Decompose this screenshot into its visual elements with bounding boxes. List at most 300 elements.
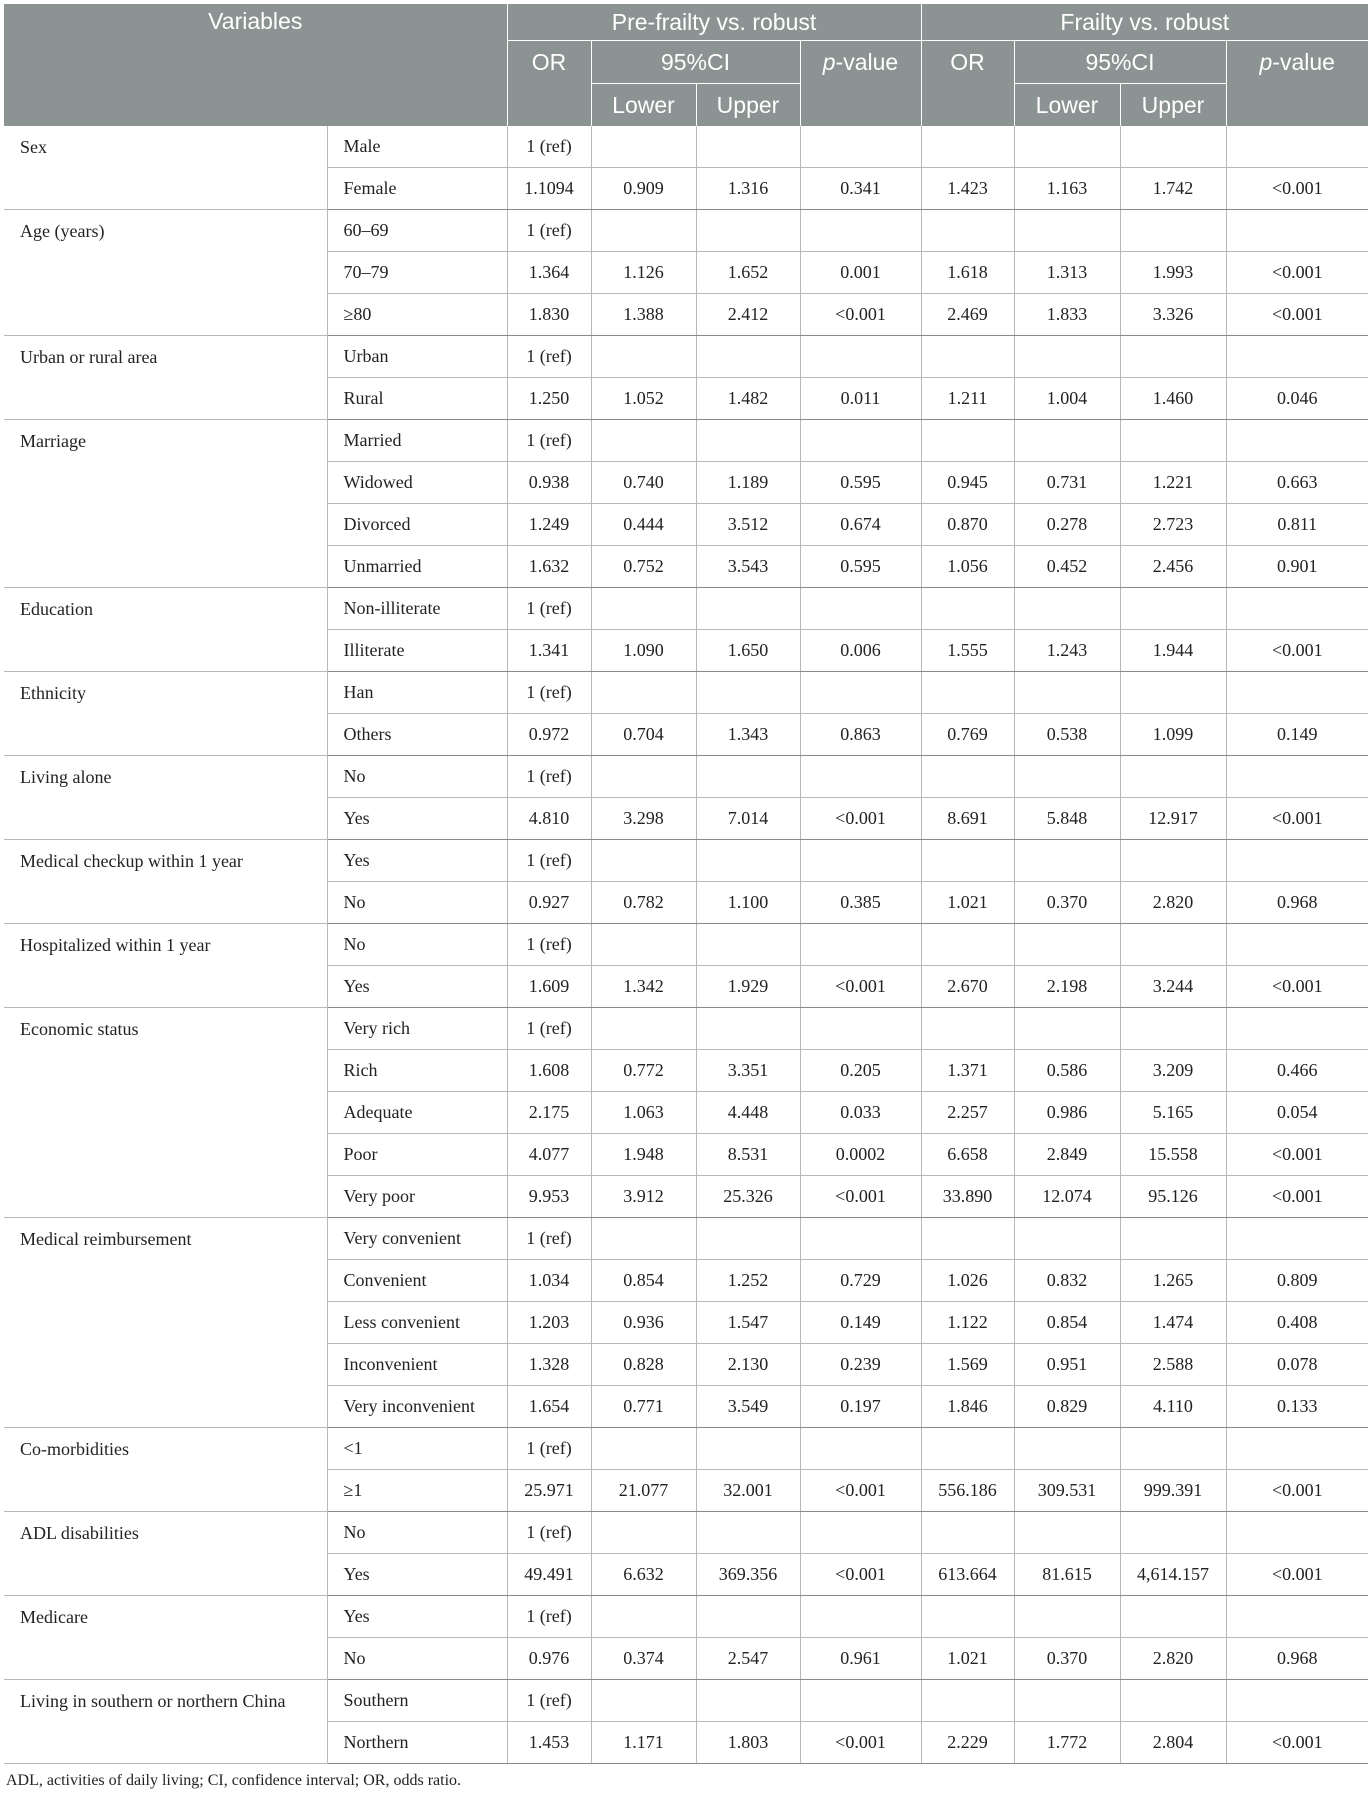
- cell-lower-1: 0.782: [591, 882, 696, 924]
- cell-upper-1: 32.001: [696, 1470, 800, 1512]
- cell-lower-1: [591, 840, 696, 882]
- cell-or-1: 1.1094: [507, 168, 591, 210]
- cell-or-2: 1.021: [921, 882, 1014, 924]
- cell-pvalue-1: 0.674: [800, 504, 921, 546]
- cell-upper-2: 2.456: [1120, 546, 1226, 588]
- table-row: [4, 756, 1368, 798]
- cell-pvalue-2: [1226, 588, 1368, 630]
- cell-category: <1: [327, 1428, 507, 1470]
- cell-pvalue-2: [1226, 1596, 1368, 1638]
- cell-upper-2: 1.460: [1120, 378, 1226, 420]
- header-prefrailty-vs-robust: Pre-frailty vs. robust: [507, 4, 921, 41]
- cell-pvalue-1: 0.961: [800, 1638, 921, 1680]
- cell-upper-1: [696, 126, 800, 168]
- cell-or-2: 8.691: [921, 798, 1014, 840]
- cell-or-2: 33.890: [921, 1176, 1014, 1218]
- cell-upper-2: 2.820: [1120, 1638, 1226, 1680]
- cell-lower-1: [591, 1512, 696, 1554]
- cell-or-2: 2.469: [921, 294, 1014, 336]
- cell-pvalue-2: 0.466: [1226, 1050, 1368, 1092]
- cell-or-2: [921, 420, 1014, 462]
- cell-lower-1: [591, 756, 696, 798]
- header-pvalue-2: p-value: [1226, 41, 1368, 127]
- cell-category: Very rich: [327, 1008, 507, 1050]
- cell-category: Convenient: [327, 1260, 507, 1302]
- table-row: [4, 1512, 1368, 1554]
- table-row: [4, 1218, 1368, 1260]
- cell-or-2: 1.618: [921, 252, 1014, 294]
- cell-upper-2: 4,614.157: [1120, 1554, 1226, 1596]
- cell-or-1: 1 (ref): [507, 756, 591, 798]
- cell-upper-2: [1120, 672, 1226, 714]
- cell-pvalue-1: [800, 126, 921, 168]
- cell-or-2: 556.186: [921, 1470, 1014, 1512]
- cell-pvalue-1: [800, 1680, 921, 1722]
- cell-upper-2: [1120, 1596, 1226, 1638]
- cell-pvalue-1: 0.011: [800, 378, 921, 420]
- cell-lower-1: 3.298: [591, 798, 696, 840]
- cell-upper-1: [696, 1512, 800, 1554]
- cell-category: Married: [327, 420, 507, 462]
- cell-upper-1: [696, 672, 800, 714]
- cell-lower-1: 1.052: [591, 378, 696, 420]
- cell-upper-1: [696, 1218, 800, 1260]
- cell-category: Yes: [327, 798, 507, 840]
- cell-upper-1: 3.543: [696, 546, 800, 588]
- cell-lower-1: 1.948: [591, 1134, 696, 1176]
- cell-pvalue-2: 0.968: [1226, 882, 1368, 924]
- cell-pvalue-2: 0.901: [1226, 546, 1368, 588]
- cell-category: Male: [327, 126, 507, 168]
- cell-or-2: 2.670: [921, 966, 1014, 1008]
- cell-lower-2: 0.278: [1014, 504, 1120, 546]
- variable-label: Education: [4, 588, 327, 672]
- cell-pvalue-1: [800, 1512, 921, 1554]
- cell-lower-1: 1.342: [591, 966, 696, 1008]
- cell-pvalue-1: <0.001: [800, 798, 921, 840]
- cell-lower-2: 0.586: [1014, 1050, 1120, 1092]
- cell-or-2: 0.769: [921, 714, 1014, 756]
- cell-lower-1: 0.772: [591, 1050, 696, 1092]
- cell-category: Rich: [327, 1050, 507, 1092]
- table-row: [4, 840, 1368, 882]
- header-pvalue-1: p-value: [800, 41, 921, 127]
- cell-or-2: [921, 840, 1014, 882]
- cell-or-2: [921, 924, 1014, 966]
- cell-or-1: 1 (ref): [507, 840, 591, 882]
- cell-category: Northern: [327, 1722, 507, 1764]
- cell-pvalue-2: <0.001: [1226, 1470, 1368, 1512]
- cell-category: Poor: [327, 1134, 507, 1176]
- cell-pvalue-2: <0.001: [1226, 1134, 1368, 1176]
- cell-category: Less convenient: [327, 1302, 507, 1344]
- cell-category: Yes: [327, 966, 507, 1008]
- cell-pvalue-2: [1226, 672, 1368, 714]
- cell-category: 60–69: [327, 210, 507, 252]
- cell-pvalue-1: 0.729: [800, 1260, 921, 1302]
- cell-lower-1: 6.632: [591, 1554, 696, 1596]
- cell-category: No: [327, 882, 507, 924]
- cell-upper-2: 5.165: [1120, 1092, 1226, 1134]
- cell-lower-1: 0.752: [591, 546, 696, 588]
- variable-label: Sex: [4, 126, 327, 210]
- cell-category: Widowed: [327, 462, 507, 504]
- cell-upper-1: 1.547: [696, 1302, 800, 1344]
- cell-or-1: 1.364: [507, 252, 591, 294]
- cell-lower-2: [1014, 924, 1120, 966]
- cell-category: No: [327, 756, 507, 798]
- cell-or-1: 0.976: [507, 1638, 591, 1680]
- cell-category: Yes: [327, 1554, 507, 1596]
- cell-or-2: [921, 1428, 1014, 1470]
- cell-lower-2: 1.163: [1014, 168, 1120, 210]
- table-row: [4, 672, 1368, 714]
- header-variables: Variables: [4, 4, 507, 126]
- cell-lower-1: [591, 672, 696, 714]
- cell-category: Very poor: [327, 1176, 507, 1218]
- cell-pvalue-2: [1226, 1512, 1368, 1554]
- cell-or-2: [921, 336, 1014, 378]
- cell-pvalue-1: 0.033: [800, 1092, 921, 1134]
- cell-lower-2: 0.370: [1014, 882, 1120, 924]
- cell-lower-2: 0.854: [1014, 1302, 1120, 1344]
- cell-or-2: 1.371: [921, 1050, 1014, 1092]
- cell-or-2: 1.423: [921, 168, 1014, 210]
- cell-upper-1: 2.412: [696, 294, 800, 336]
- cell-upper-1: [696, 420, 800, 462]
- cell-pvalue-1: 0.863: [800, 714, 921, 756]
- cell-or-1: 1.632: [507, 546, 591, 588]
- cell-category: Non-illiterate: [327, 588, 507, 630]
- table-row: [4, 336, 1368, 378]
- cell-upper-1: 1.650: [696, 630, 800, 672]
- cell-or-2: 1.056: [921, 546, 1014, 588]
- cell-pvalue-1: <0.001: [800, 1470, 921, 1512]
- cell-or-1: 1 (ref): [507, 1428, 591, 1470]
- cell-upper-2: [1120, 924, 1226, 966]
- cell-upper-1: [696, 336, 800, 378]
- cell-upper-1: 1.929: [696, 966, 800, 1008]
- variable-label: Living in southern or northern China: [4, 1680, 327, 1764]
- cell-upper-2: [1120, 840, 1226, 882]
- variable-label: Economic status: [4, 1008, 327, 1218]
- cell-upper-1: 2.547: [696, 1638, 800, 1680]
- cell-pvalue-2: [1226, 336, 1368, 378]
- cell-pvalue-2: <0.001: [1226, 630, 1368, 672]
- cell-lower-1: 0.704: [591, 714, 696, 756]
- cell-upper-1: [696, 1428, 800, 1470]
- cell-upper-2: [1120, 336, 1226, 378]
- cell-upper-1: 1.803: [696, 1722, 800, 1764]
- cell-lower-2: 0.986: [1014, 1092, 1120, 1134]
- cell-pvalue-1: <0.001: [800, 966, 921, 1008]
- table-row: [4, 420, 1368, 462]
- header-or-2: OR: [921, 41, 1014, 127]
- cell-upper-2: 3.326: [1120, 294, 1226, 336]
- cell-or-1: 25.971: [507, 1470, 591, 1512]
- cell-category: Divorced: [327, 504, 507, 546]
- cell-or-2: [921, 1008, 1014, 1050]
- cell-lower-1: [591, 210, 696, 252]
- variable-label: Marriage: [4, 420, 327, 588]
- cell-pvalue-2: <0.001: [1226, 1554, 1368, 1596]
- cell-or-1: 1 (ref): [507, 336, 591, 378]
- cell-or-1: 1 (ref): [507, 126, 591, 168]
- cell-category: Inconvenient: [327, 1344, 507, 1386]
- cell-or-2: [921, 756, 1014, 798]
- variable-label: Urban or rural area: [4, 336, 327, 420]
- cell-pvalue-1: 0.006: [800, 630, 921, 672]
- cell-upper-2: 2.723: [1120, 504, 1226, 546]
- cell-or-2: [921, 1596, 1014, 1638]
- cell-lower-2: 0.452: [1014, 546, 1120, 588]
- cell-or-1: 1.203: [507, 1302, 591, 1344]
- cell-upper-2: 1.993: [1120, 252, 1226, 294]
- cell-or-1: 1.341: [507, 630, 591, 672]
- cell-or-1: 1.453: [507, 1722, 591, 1764]
- cell-or-2: 6.658: [921, 1134, 1014, 1176]
- cell-upper-1: 1.189: [696, 462, 800, 504]
- cell-category: No: [327, 924, 507, 966]
- cell-pvalue-1: 0.197: [800, 1386, 921, 1428]
- cell-lower-1: [591, 336, 696, 378]
- cell-lower-2: [1014, 210, 1120, 252]
- cell-upper-2: 95.126: [1120, 1176, 1226, 1218]
- cell-upper-1: 1.252: [696, 1260, 800, 1302]
- cell-category: Rural: [327, 378, 507, 420]
- cell-lower-2: 1.004: [1014, 378, 1120, 420]
- variable-label: Medicare: [4, 1596, 327, 1680]
- cell-pvalue-2: [1226, 420, 1368, 462]
- cell-pvalue-2: <0.001: [1226, 966, 1368, 1008]
- variable-label: Living alone: [4, 756, 327, 840]
- cell-upper-2: 2.588: [1120, 1344, 1226, 1386]
- cell-category: Female: [327, 168, 507, 210]
- cell-or-1: 1.250: [507, 378, 591, 420]
- cell-or-2: 1.555: [921, 630, 1014, 672]
- cell-or-2: 1.021: [921, 1638, 1014, 1680]
- cell-or-2: [921, 210, 1014, 252]
- table-row: [4, 588, 1368, 630]
- cell-lower-2: [1014, 1218, 1120, 1260]
- cell-pvalue-1: 0.385: [800, 882, 921, 924]
- cell-or-1: 1 (ref): [507, 1218, 591, 1260]
- cell-lower-2: 0.951: [1014, 1344, 1120, 1386]
- cell-upper-1: 1.100: [696, 882, 800, 924]
- cell-upper-2: 15.558: [1120, 1134, 1226, 1176]
- cell-category: Yes: [327, 1596, 507, 1638]
- header-upper-1: Upper: [696, 84, 800, 127]
- cell-or-1: 49.491: [507, 1554, 591, 1596]
- variable-label: Co-morbidities: [4, 1428, 327, 1512]
- variable-label: Age (years): [4, 210, 327, 336]
- cell-lower-2: 0.731: [1014, 462, 1120, 504]
- cell-lower-1: 0.740: [591, 462, 696, 504]
- cell-or-2: 1.569: [921, 1344, 1014, 1386]
- cell-upper-1: 25.326: [696, 1176, 800, 1218]
- cell-or-1: 1 (ref): [507, 1596, 591, 1638]
- cell-upper-2: 2.804: [1120, 1722, 1226, 1764]
- cell-or-2: 2.257: [921, 1092, 1014, 1134]
- cell-or-2: 1.026: [921, 1260, 1014, 1302]
- cell-or-1: 1 (ref): [507, 1680, 591, 1722]
- cell-upper-1: 1.652: [696, 252, 800, 294]
- cell-pvalue-1: [800, 420, 921, 462]
- cell-category: No: [327, 1638, 507, 1680]
- cell-or-1: 1 (ref): [507, 924, 591, 966]
- cell-upper-2: [1120, 126, 1226, 168]
- cell-lower-2: 2.849: [1014, 1134, 1120, 1176]
- cell-pvalue-1: 0.0002: [800, 1134, 921, 1176]
- variable-label: Ethnicity: [4, 672, 327, 756]
- cell-or-1: 1.249: [507, 504, 591, 546]
- cell-or-2: 0.870: [921, 504, 1014, 546]
- cell-lower-1: 0.374: [591, 1638, 696, 1680]
- cell-lower-1: [591, 1596, 696, 1638]
- cell-pvalue-2: 0.968: [1226, 1638, 1368, 1680]
- cell-pvalue-1: 0.595: [800, 546, 921, 588]
- cell-lower-2: [1014, 336, 1120, 378]
- cell-lower-2: 81.615: [1014, 1554, 1120, 1596]
- cell-pvalue-2: [1226, 1428, 1368, 1470]
- variable-label: ADL disabilities: [4, 1512, 327, 1596]
- cell-upper-2: 999.391: [1120, 1470, 1226, 1512]
- cell-upper-2: [1120, 1428, 1226, 1470]
- cell-category: Very inconvenient: [327, 1386, 507, 1428]
- cell-pvalue-2: 0.054: [1226, 1092, 1368, 1134]
- cell-or-1: 0.927: [507, 882, 591, 924]
- cell-lower-2: 12.074: [1014, 1176, 1120, 1218]
- table-row: [4, 924, 1368, 966]
- cell-upper-2: 1.221: [1120, 462, 1226, 504]
- cell-lower-1: [591, 1218, 696, 1260]
- cell-pvalue-1: <0.001: [800, 1554, 921, 1596]
- variable-label: Medical reimbursement: [4, 1218, 327, 1428]
- table-row: [4, 210, 1368, 252]
- cell-pvalue-1: 0.001: [800, 252, 921, 294]
- cell-or-1: 1 (ref): [507, 1512, 591, 1554]
- cell-pvalue-1: [800, 588, 921, 630]
- cell-pvalue-2: [1226, 756, 1368, 798]
- cell-lower-2: [1014, 1008, 1120, 1050]
- cell-lower-2: 1.772: [1014, 1722, 1120, 1764]
- cell-upper-1: 369.356: [696, 1554, 800, 1596]
- cell-upper-2: 3.244: [1120, 966, 1226, 1008]
- table-footnote: ADL, activities of daily living; CI, confidence interval; OR, odds ratio.: [6, 1772, 462, 1789]
- cell-upper-1: 3.512: [696, 504, 800, 546]
- cell-lower-2: 0.829: [1014, 1386, 1120, 1428]
- header-lower-2: Lower: [1014, 84, 1120, 127]
- cell-category: Urban: [327, 336, 507, 378]
- cell-pvalue-2: 0.809: [1226, 1260, 1368, 1302]
- table-row: [4, 126, 1368, 168]
- cell-pvalue-2: [1226, 1680, 1368, 1722]
- cell-or-2: 1.122: [921, 1302, 1014, 1344]
- cell-pvalue-2: [1226, 1218, 1368, 1260]
- cell-pvalue-1: 0.239: [800, 1344, 921, 1386]
- cell-lower-2: 1.243: [1014, 630, 1120, 672]
- cell-category: Others: [327, 714, 507, 756]
- cell-pvalue-1: [800, 210, 921, 252]
- cell-upper-1: 3.549: [696, 1386, 800, 1428]
- cell-lower-2: [1014, 1428, 1120, 1470]
- cell-or-2: [921, 1512, 1014, 1554]
- header-lower-1: Lower: [591, 84, 696, 127]
- cell-pvalue-1: 0.595: [800, 462, 921, 504]
- cell-lower-2: [1014, 420, 1120, 462]
- cell-pvalue-2: [1226, 924, 1368, 966]
- cell-upper-2: [1120, 420, 1226, 462]
- cell-or-2: 0.945: [921, 462, 1014, 504]
- cell-category: Unmarried: [327, 546, 507, 588]
- cell-upper-1: [696, 840, 800, 882]
- table-row: [4, 1428, 1368, 1470]
- table-body: [4, 126, 1368, 1764]
- cell-pvalue-1: [800, 1596, 921, 1638]
- cell-pvalue-2: <0.001: [1226, 294, 1368, 336]
- cell-upper-2: [1120, 210, 1226, 252]
- cell-or-2: 1.846: [921, 1386, 1014, 1428]
- cell-pvalue-2: 0.133: [1226, 1386, 1368, 1428]
- cell-upper-1: [696, 924, 800, 966]
- cell-pvalue-2: [1226, 126, 1368, 168]
- cell-pvalue-1: [800, 1428, 921, 1470]
- cell-or-1: 9.953: [507, 1176, 591, 1218]
- cell-category: 70–79: [327, 252, 507, 294]
- cell-pvalue-1: [800, 672, 921, 714]
- cell-lower-2: 0.832: [1014, 1260, 1120, 1302]
- cell-pvalue-1: 0.341: [800, 168, 921, 210]
- cell-or-1: 2.175: [507, 1092, 591, 1134]
- cell-upper-2: [1120, 1680, 1226, 1722]
- cell-lower-2: 0.538: [1014, 714, 1120, 756]
- cell-or-2: [921, 1218, 1014, 1260]
- cell-pvalue-1: [800, 1218, 921, 1260]
- cell-or-1: 1.034: [507, 1260, 591, 1302]
- cell-or-1: 0.938: [507, 462, 591, 504]
- cell-upper-1: 8.531: [696, 1134, 800, 1176]
- header-ci-2: 95%CI: [1014, 41, 1226, 84]
- cell-category: Han: [327, 672, 507, 714]
- cell-lower-1: [591, 1428, 696, 1470]
- cell-pvalue-1: 0.205: [800, 1050, 921, 1092]
- cell-upper-2: 1.742: [1120, 168, 1226, 210]
- cell-lower-2: 1.313: [1014, 252, 1120, 294]
- cell-upper-2: 1.474: [1120, 1302, 1226, 1344]
- cell-upper-1: 3.351: [696, 1050, 800, 1092]
- cell-pvalue-1: <0.001: [800, 294, 921, 336]
- cell-lower-1: [591, 126, 696, 168]
- cell-or-1: 1.654: [507, 1386, 591, 1428]
- cell-lower-2: [1014, 588, 1120, 630]
- cell-lower-1: 21.077: [591, 1470, 696, 1512]
- cell-lower-1: 0.444: [591, 504, 696, 546]
- cell-lower-1: [591, 1680, 696, 1722]
- header-ci-1: 95%CI: [591, 41, 800, 84]
- cell-pvalue-1: [800, 1008, 921, 1050]
- variable-label: Hospitalized within 1 year: [4, 924, 327, 1008]
- cell-pvalue-2: <0.001: [1226, 798, 1368, 840]
- cell-upper-2: [1120, 1512, 1226, 1554]
- cell-upper-1: [696, 756, 800, 798]
- cell-or-1: 1.608: [507, 1050, 591, 1092]
- cell-pvalue-2: 0.046: [1226, 378, 1368, 420]
- cell-pvalue-1: [800, 924, 921, 966]
- cell-category: ≥1: [327, 1470, 507, 1512]
- cell-lower-2: 0.370: [1014, 1638, 1120, 1680]
- cell-upper-2: [1120, 1008, 1226, 1050]
- cell-or-1: 1 (ref): [507, 420, 591, 462]
